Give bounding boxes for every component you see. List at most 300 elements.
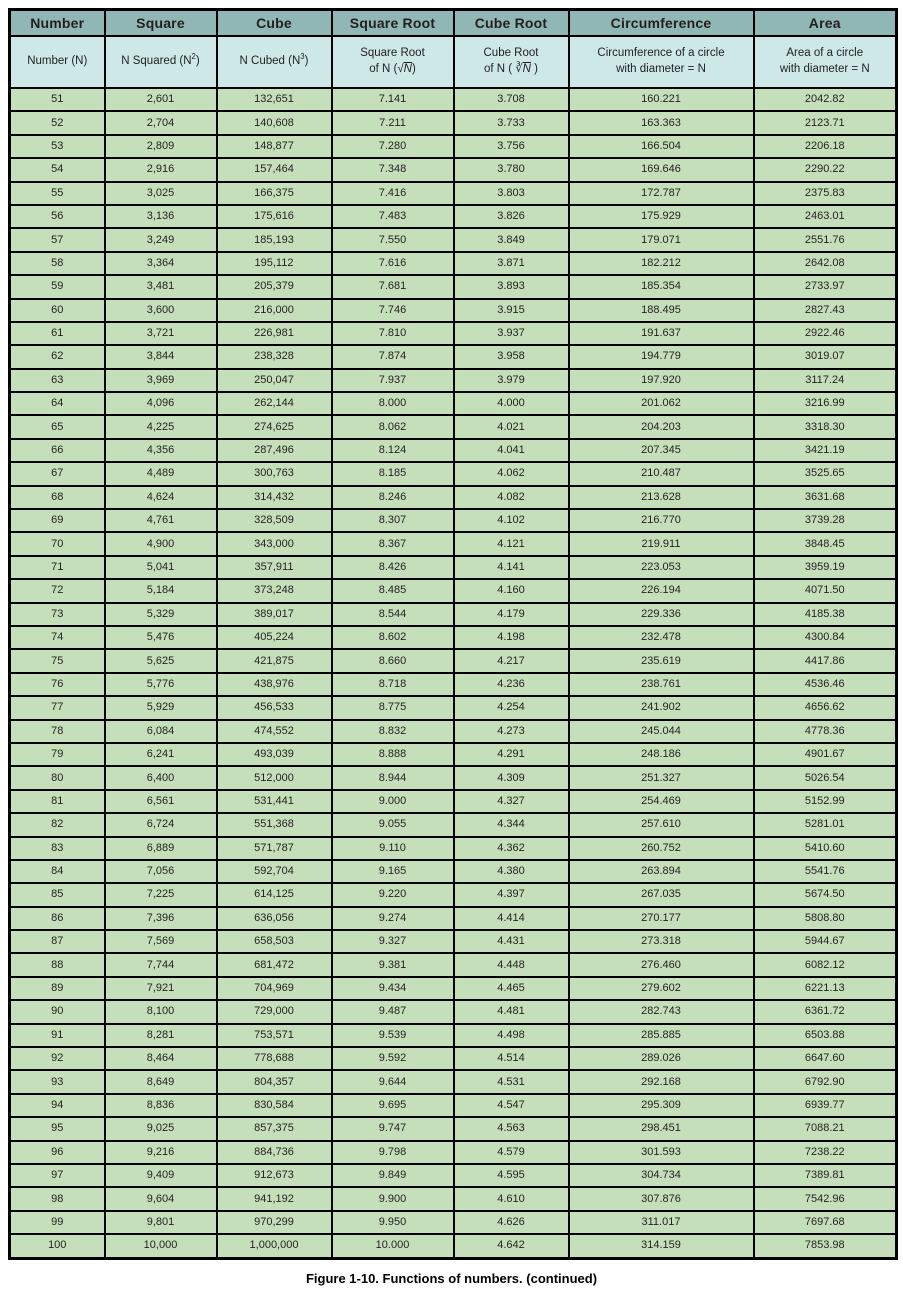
cell-square-root: 9.327 <box>332 930 454 953</box>
cell-area: 2123.71 <box>754 111 897 134</box>
cell-cube: 314,432 <box>217 486 332 509</box>
cell-number: 81 <box>10 790 105 813</box>
table-row <box>10 556 897 579</box>
cell-area: 3117.24 <box>754 369 897 392</box>
cell-square: 7,744 <box>105 953 217 976</box>
cell-circumference: 188.495 <box>569 299 754 322</box>
cell-cube-root: 4.291 <box>454 743 569 766</box>
cell-cube-root: 4.217 <box>454 649 569 672</box>
cell-cube-root: 4.362 <box>454 837 569 860</box>
cell-number: 76 <box>10 673 105 696</box>
cell-circumference: 257.610 <box>569 813 754 836</box>
cell-circumference: 238.761 <box>569 673 754 696</box>
table-row <box>10 603 897 626</box>
cell-cube-root: 4.448 <box>454 953 569 976</box>
cell-cube: 300,763 <box>217 462 332 485</box>
table-row <box>10 322 897 345</box>
cell-cube-root: 4.481 <box>454 1000 569 1023</box>
cell-square: 6,561 <box>105 790 217 813</box>
cell-area: 2827.43 <box>754 299 897 322</box>
cell-circumference: 314.159 <box>569 1234 754 1258</box>
cell-area: 5152.99 <box>754 790 897 813</box>
col-header-area: Area <box>754 10 897 37</box>
cell-square: 9,801 <box>105 1211 217 1234</box>
cell-circumference: 298.451 <box>569 1117 754 1140</box>
cell-area: 3525.65 <box>754 462 897 485</box>
cell-cube-root: 3.871 <box>454 252 569 275</box>
cell-cube-root: 4.021 <box>454 415 569 438</box>
cell-square-root: 7.416 <box>332 182 454 205</box>
cell-square: 6,400 <box>105 766 217 789</box>
cell-square-root: 9.900 <box>332 1187 454 1210</box>
cell-cube: 571,787 <box>217 837 332 860</box>
cell-circumference: 248.186 <box>569 743 754 766</box>
cell-square: 6,724 <box>105 813 217 836</box>
table-row <box>10 88 897 111</box>
cell-area: 5674.50 <box>754 883 897 906</box>
cell-square-root: 7.810 <box>332 322 454 345</box>
cell-circumference: 216.770 <box>569 509 754 532</box>
cell-cube-root: 3.979 <box>454 369 569 392</box>
cell-square-root: 8.000 <box>332 392 454 415</box>
cell-number: 56 <box>10 205 105 228</box>
cell-square: 7,569 <box>105 930 217 953</box>
cell-cube: 195,112 <box>217 252 332 275</box>
cell-area: 6361.72 <box>754 1000 897 1023</box>
table-row <box>10 1234 897 1258</box>
cell-square-root: 8.185 <box>332 462 454 485</box>
cell-square: 8,281 <box>105 1024 217 1047</box>
cell-number: 88 <box>10 953 105 976</box>
cell-square: 8,836 <box>105 1094 217 1117</box>
cell-cube: 373,248 <box>217 579 332 602</box>
subheader-square-root: Square Root of N (√N) <box>332 36 454 88</box>
cell-number: 71 <box>10 556 105 579</box>
cell-cube: 157,464 <box>217 158 332 181</box>
table-row <box>10 1000 897 1023</box>
cell-cube-root: 4.563 <box>454 1117 569 1140</box>
cell-area: 4300.84 <box>754 626 897 649</box>
cell-square: 3,600 <box>105 299 217 322</box>
cell-area: 2733.97 <box>754 275 897 298</box>
table-row <box>10 743 897 766</box>
cell-square-root: 9.644 <box>332 1070 454 1093</box>
col-header-square: Square <box>105 10 217 37</box>
table-row <box>10 158 897 181</box>
cell-cube: 456,533 <box>217 696 332 719</box>
cell-number: 60 <box>10 299 105 322</box>
cell-square: 2,601 <box>105 88 217 111</box>
cell-cube: 287,496 <box>217 439 332 462</box>
cell-cube: 438,976 <box>217 673 332 696</box>
cell-number: 77 <box>10 696 105 719</box>
cell-cube-root: 4.579 <box>454 1141 569 1164</box>
square-root-radicand: N <box>403 63 412 75</box>
cell-area: 2642.08 <box>754 252 897 275</box>
cell-number: 53 <box>10 135 105 158</box>
cell-cube: 238,328 <box>217 345 332 368</box>
cell-square-root: 8.944 <box>332 766 454 789</box>
cell-number: 51 <box>10 88 105 111</box>
cell-cube-root: 4.465 <box>454 977 569 1000</box>
table-body <box>10 88 897 1258</box>
cell-square: 5,184 <box>105 579 217 602</box>
cell-square-root: 7.550 <box>332 228 454 251</box>
cell-circumference: 245.044 <box>569 720 754 743</box>
cell-circumference: 241.902 <box>569 696 754 719</box>
cell-circumference: 172.787 <box>569 182 754 205</box>
cell-area: 4417.86 <box>754 649 897 672</box>
cell-square-root: 8.775 <box>332 696 454 719</box>
cell-cube-root: 3.733 <box>454 111 569 134</box>
cell-square-root: 7.681 <box>332 275 454 298</box>
cell-square-root: 8.246 <box>332 486 454 509</box>
cell-square: 3,844 <box>105 345 217 368</box>
cell-circumference: 179.071 <box>569 228 754 251</box>
cell-area: 7697.68 <box>754 1211 897 1234</box>
cell-circumference: 163.363 <box>569 111 754 134</box>
cell-square-root: 7.937 <box>332 369 454 392</box>
cell-number: 85 <box>10 883 105 906</box>
cell-cube: 148,877 <box>217 135 332 158</box>
cell-number: 96 <box>10 1141 105 1164</box>
cell-number: 91 <box>10 1024 105 1047</box>
cell-square-root: 8.124 <box>332 439 454 462</box>
cell-circumference: 223.053 <box>569 556 754 579</box>
cell-square-root: 9.110 <box>332 837 454 860</box>
cell-cube-root: 4.431 <box>454 930 569 953</box>
subheader-cube-root: Cube Root of N ( $∛\overline{N}$ ) <box>454 36 569 88</box>
cell-cube-root: 3.893 <box>454 275 569 298</box>
cell-cube: 493,039 <box>217 743 332 766</box>
table-row <box>10 135 897 158</box>
cell-number: 93 <box>10 1070 105 1093</box>
cell-cube-root: 4.121 <box>454 532 569 555</box>
cell-square: 8,464 <box>105 1047 217 1070</box>
table-row <box>10 813 897 836</box>
cell-square-root: 10.000 <box>332 1234 454 1258</box>
table-row <box>10 1024 897 1047</box>
table-row <box>10 837 897 860</box>
cell-square-root: 8.718 <box>332 673 454 696</box>
cell-cube: 614,125 <box>217 883 332 906</box>
cell-area: 7853.98 <box>754 1234 897 1258</box>
cell-area: 3216.99 <box>754 392 897 415</box>
cell-circumference: 311.017 <box>569 1211 754 1234</box>
cell-square-root: 9.798 <box>332 1141 454 1164</box>
cell-cube-root: 4.610 <box>454 1187 569 1210</box>
table-row <box>10 392 897 415</box>
table-row <box>10 860 897 883</box>
cell-number: 78 <box>10 720 105 743</box>
cell-cube-root: 3.915 <box>454 299 569 322</box>
cell-cube: 636,056 <box>217 907 332 930</box>
cell-cube: 389,017 <box>217 603 332 626</box>
cell-number: 63 <box>10 369 105 392</box>
cell-square: 7,056 <box>105 860 217 883</box>
cell-area: 2042.82 <box>754 88 897 111</box>
cell-cube: 185,193 <box>217 228 332 251</box>
table-row <box>10 275 897 298</box>
cell-cube-root: 4.595 <box>454 1164 569 1187</box>
cell-cube-root: 4.397 <box>454 883 569 906</box>
subheader-cube: N Cubed $(N^3)$ <box>217 36 332 88</box>
table-row <box>10 415 897 438</box>
cell-cube-root: 4.531 <box>454 1070 569 1093</box>
cell-area: 5281.01 <box>754 813 897 836</box>
cell-cube-root: 4.198 <box>454 626 569 649</box>
table-row <box>10 1187 897 1210</box>
cell-area: 5026.54 <box>754 766 897 789</box>
cell-area: 2551.76 <box>754 228 897 251</box>
cell-cube: 166,375 <box>217 182 332 205</box>
cell-circumference: 194.779 <box>569 345 754 368</box>
cell-cube: 328,509 <box>217 509 332 532</box>
subheader-number <box>10 36 105 88</box>
cell-number: 58 <box>10 252 105 275</box>
cell-square-root: 9.165 <box>332 860 454 883</box>
cell-cube: 343,000 <box>217 532 332 555</box>
cell-number: 84 <box>10 860 105 883</box>
cell-circumference: 263.894 <box>569 860 754 883</box>
cell-area: 3318.30 <box>754 415 897 438</box>
cell-circumference: 182.212 <box>569 252 754 275</box>
cell-area: 2290.22 <box>754 158 897 181</box>
cell-circumference: 270.177 <box>569 907 754 930</box>
cell-square-root: 9.592 <box>332 1047 454 1070</box>
cell-cube-root: 4.082 <box>454 486 569 509</box>
cell-number: 68 <box>10 486 105 509</box>
cell-number: 90 <box>10 1000 105 1023</box>
cell-circumference: 301.593 <box>569 1141 754 1164</box>
table-row <box>10 673 897 696</box>
cell-cube: 421,875 <box>217 649 332 672</box>
cell-area: 6503.88 <box>754 1024 897 1047</box>
cell-square: 4,489 <box>105 462 217 485</box>
cell-number: 95 <box>10 1117 105 1140</box>
cell-square-root: 9.220 <box>332 883 454 906</box>
cell-square-root: 7.280 <box>332 135 454 158</box>
cell-area: 4536.46 <box>754 673 897 696</box>
cell-square-root: 9.434 <box>332 977 454 1000</box>
cell-number: 55 <box>10 182 105 205</box>
cell-area: 6221.13 <box>754 977 897 1000</box>
cell-square: 3,481 <box>105 275 217 298</box>
cell-square: 6,084 <box>105 720 217 743</box>
cell-area: 2463.01 <box>754 205 897 228</box>
cell-cube-root: 4.160 <box>454 579 569 602</box>
cube-root-radicand: $\overline{N}$ <box>522 63 531 75</box>
cell-square: 5,929 <box>105 696 217 719</box>
cell-circumference: 169.646 <box>569 158 754 181</box>
cell-cube: 857,375 <box>217 1117 332 1140</box>
cell-area: 7389.81 <box>754 1164 897 1187</box>
cell-number: 52 <box>10 111 105 134</box>
col-header-cube-root: Cube Root <box>454 10 569 37</box>
cell-cube: 175,616 <box>217 205 332 228</box>
cell-square: 3,136 <box>105 205 217 228</box>
cell-number: 80 <box>10 766 105 789</box>
cell-cube-root: 4.254 <box>454 696 569 719</box>
cell-square-root: 7.874 <box>332 345 454 368</box>
table-row <box>10 299 897 322</box>
cell-square: 3,364 <box>105 252 217 275</box>
cell-cube-root: 3.826 <box>454 205 569 228</box>
cell-area: 5808.80 <box>754 907 897 930</box>
cell-number: 73 <box>10 603 105 626</box>
cell-circumference: 219.911 <box>569 532 754 555</box>
cell-circumference: 197.920 <box>569 369 754 392</box>
cell-area: 7542.96 <box>754 1187 897 1210</box>
cell-square: 8,649 <box>105 1070 217 1093</box>
cell-number: 98 <box>10 1187 105 1210</box>
cell-square: 5,041 <box>105 556 217 579</box>
cell-cube: 262,144 <box>217 392 332 415</box>
cell-square: 4,096 <box>105 392 217 415</box>
cell-square: 5,329 <box>105 603 217 626</box>
table-row <box>10 626 897 649</box>
cell-square-root: 9.950 <box>332 1211 454 1234</box>
table-row <box>10 1070 897 1093</box>
cell-cube: 753,571 <box>217 1024 332 1047</box>
cell-area: 4656.62 <box>754 696 897 719</box>
table-row <box>10 1141 897 1164</box>
cell-cube-root: 4.102 <box>454 509 569 532</box>
table-row <box>10 1094 897 1117</box>
table-row <box>10 228 897 251</box>
cell-area: 6082.12 <box>754 953 897 976</box>
cell-cube: 704,969 <box>217 977 332 1000</box>
cell-square: 3,969 <box>105 369 217 392</box>
table-row <box>10 205 897 228</box>
cell-cube-root: 3.756 <box>454 135 569 158</box>
cell-number: 89 <box>10 977 105 1000</box>
cell-cube-root: 3.958 <box>454 345 569 368</box>
cell-square-root: 8.660 <box>332 649 454 672</box>
cell-square: 4,225 <box>105 415 217 438</box>
table-row <box>10 1211 897 1234</box>
cell-circumference: 213.628 <box>569 486 754 509</box>
table-row <box>10 462 897 485</box>
cell-cube-root: 3.803 <box>454 182 569 205</box>
cell-number: 79 <box>10 743 105 766</box>
cell-square-root: 7.211 <box>332 111 454 134</box>
cell-area: 5410.60 <box>754 837 897 860</box>
cell-square: 3,721 <box>105 322 217 345</box>
cell-cube: 274,625 <box>217 415 332 438</box>
cell-cube-root: 4.141 <box>454 556 569 579</box>
col-header-cube: Cube <box>217 10 332 37</box>
functions-of-numbers-table <box>8 8 898 1260</box>
cell-area: 3739.28 <box>754 509 897 532</box>
cell-number: 97 <box>10 1164 105 1187</box>
cell-area: 4901.67 <box>754 743 897 766</box>
cell-cube: 226,981 <box>217 322 332 345</box>
cell-circumference: 235.619 <box>569 649 754 672</box>
cell-cube: 778,688 <box>217 1047 332 1070</box>
cell-circumference: 229.336 <box>569 603 754 626</box>
cell-cube-root: 3.849 <box>454 228 569 251</box>
cell-square-root: 9.747 <box>332 1117 454 1140</box>
cell-square-root: 7.483 <box>332 205 454 228</box>
cell-square-root: 9.000 <box>332 790 454 813</box>
cell-area: 3631.68 <box>754 486 897 509</box>
table-row <box>10 907 897 930</box>
cell-cube-root: 3.937 <box>454 322 569 345</box>
cell-cube-root: 3.780 <box>454 158 569 181</box>
cell-square: 2,704 <box>105 111 217 134</box>
table-row <box>10 1164 897 1187</box>
cell-number: 59 <box>10 275 105 298</box>
cell-cube-root: 4.642 <box>454 1234 569 1258</box>
cell-square: 5,776 <box>105 673 217 696</box>
cell-circumference: 226.194 <box>569 579 754 602</box>
cell-number: 94 <box>10 1094 105 1117</box>
cell-square-root: 9.849 <box>332 1164 454 1187</box>
subheader-number-label: Number (N) <box>27 55 88 68</box>
cell-cube-root: 4.498 <box>454 1024 569 1047</box>
cell-circumference: 279.602 <box>569 977 754 1000</box>
cell-cube: 912,673 <box>217 1164 332 1187</box>
cell-cube: 140,608 <box>217 111 332 134</box>
cell-area: 6647.60 <box>754 1047 897 1070</box>
cell-number: 54 <box>10 158 105 181</box>
cell-square-root: 8.544 <box>332 603 454 626</box>
cell-circumference: 201.062 <box>569 392 754 415</box>
table-row <box>10 369 897 392</box>
cell-area: 4071.50 <box>754 579 897 602</box>
cell-square: 9,216 <box>105 1141 217 1164</box>
cell-cube: 216,000 <box>217 299 332 322</box>
cell-cube-root: 4.414 <box>454 907 569 930</box>
cell-square: 3,249 <box>105 228 217 251</box>
cell-square-root: 9.381 <box>332 953 454 976</box>
cube-root-radical-symbol: ∛ <box>515 63 523 75</box>
cell-area: 4185.38 <box>754 603 897 626</box>
cell-circumference: 267.035 <box>569 883 754 906</box>
cell-square: 9,409 <box>105 1164 217 1187</box>
cell-number: 62 <box>10 345 105 368</box>
cell-number: 74 <box>10 626 105 649</box>
table-row <box>10 766 897 789</box>
cell-square: 4,356 <box>105 439 217 462</box>
cell-number: 70 <box>10 532 105 555</box>
cell-number: 57 <box>10 228 105 251</box>
subheader-square: N Squared $(N^2)$ <box>105 36 217 88</box>
cell-cube-root: 4.327 <box>454 790 569 813</box>
cell-area: 3959.19 <box>754 556 897 579</box>
cell-square: 9,025 <box>105 1117 217 1140</box>
cell-number: 87 <box>10 930 105 953</box>
cell-area: 6792.90 <box>754 1070 897 1093</box>
cell-square-root: 8.602 <box>332 626 454 649</box>
cell-cube-root: 4.236 <box>454 673 569 696</box>
cell-area: 2206.18 <box>754 135 897 158</box>
cell-square: 7,225 <box>105 883 217 906</box>
cell-circumference: 204.203 <box>569 415 754 438</box>
cell-cube: 405,224 <box>217 626 332 649</box>
cell-square: 6,889 <box>105 837 217 860</box>
cell-area: 7088.21 <box>754 1117 897 1140</box>
table-row <box>10 532 897 555</box>
table-row <box>10 579 897 602</box>
cell-cube-root: 4.344 <box>454 813 569 836</box>
table-row <box>10 252 897 275</box>
cell-circumference: 289.026 <box>569 1047 754 1070</box>
table-row <box>10 696 897 719</box>
col-header-circumference: Circumference <box>569 10 754 37</box>
cell-cube: 681,472 <box>217 953 332 976</box>
